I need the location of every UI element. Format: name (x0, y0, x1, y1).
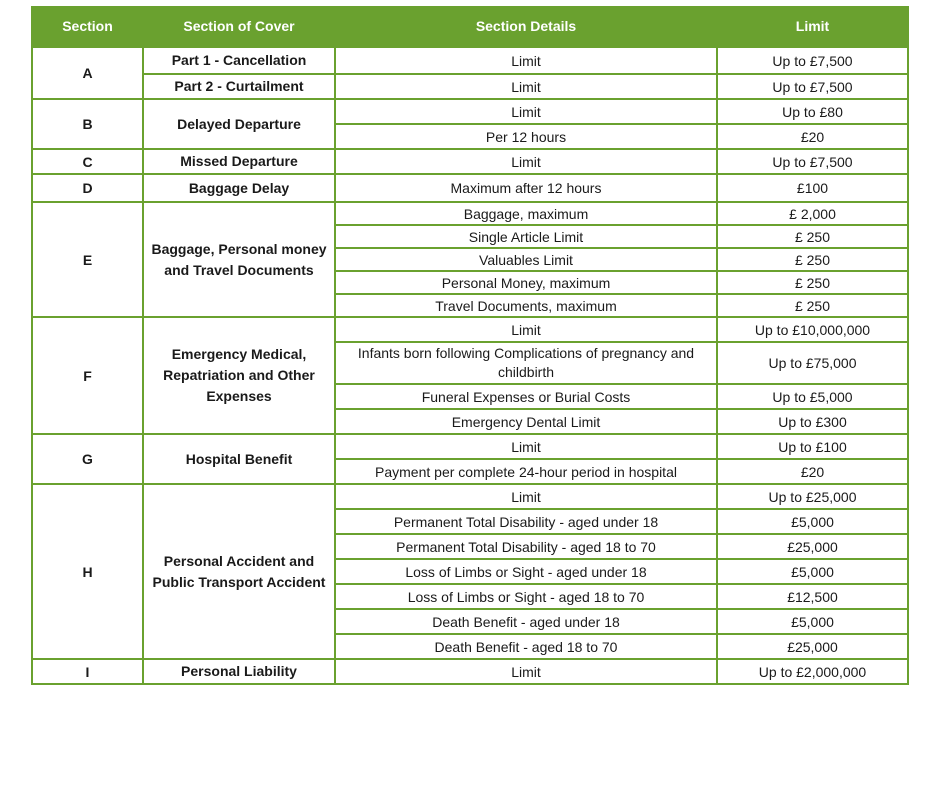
limit-cell: £20 (717, 124, 908, 149)
detail-cell: Permanent Total Disability - aged 18 to 70 (335, 534, 717, 559)
table-row (32, 99, 908, 124)
cover-name: Part 1 - Cancellation (143, 46, 335, 74)
table-header-row (32, 7, 908, 46)
detail-cell: Loss of Limbs or Sight - aged 18 to 70 (335, 584, 717, 609)
limit-cell: Up to £10,000,000 (717, 317, 908, 342)
detail-cell: Funeral Expenses or Burial Costs (335, 384, 717, 409)
limit-cell: £5,000 (717, 609, 908, 634)
limit-cell: Up to £300 (717, 409, 908, 434)
detail-cell: Single Article Limit (335, 225, 717, 248)
table-row (32, 484, 908, 509)
table-row (32, 202, 908, 225)
header-limit: Limit (717, 7, 908, 46)
detail-cell: Personal Money, maximum (335, 271, 717, 294)
limit-cell: £25,000 (717, 634, 908, 659)
detail-cell: Death Benefit - aged 18 to 70 (335, 634, 717, 659)
cover-name: Hospital Benefit (143, 434, 335, 484)
detail-cell: Limit (335, 317, 717, 342)
table-row (32, 317, 908, 342)
detail-cell: Limit (335, 46, 717, 74)
section-code: A (32, 46, 143, 99)
limit-cell: £12,500 (717, 584, 908, 609)
limit-cell: Up to £7,500 (717, 149, 908, 174)
detail-cell: Infants born following Complications of pregnancy and childbirth (335, 342, 717, 384)
limit-cell: £ 2,000 (717, 202, 908, 225)
limit-cell: Up to £7,500 (717, 74, 908, 99)
limit-cell: Up to £100 (717, 434, 908, 459)
limit-cell: Up to £25,000 (717, 484, 908, 509)
header-section-of-cover: Section of Cover (143, 7, 335, 46)
table-row (32, 46, 908, 74)
cover-name: Delayed Departure (143, 99, 335, 149)
detail-cell: Permanent Total Disability - aged under 18 (335, 509, 717, 534)
detail-cell: Limit (335, 434, 717, 459)
detail-cell: Maximum after 12 hours (335, 174, 717, 202)
table-row (32, 174, 908, 202)
detail-cell: Travel Documents, maximum (335, 294, 717, 317)
detail-cell: Baggage, maximum (335, 202, 717, 225)
detail-cell: Payment per complete 24-hour period in hospital (335, 459, 717, 484)
header-section: Section (32, 7, 143, 46)
cover-limits-table (31, 6, 909, 685)
cover-name: Baggage, Personal money and Travel Documents (143, 202, 335, 317)
limit-cell: £20 (717, 459, 908, 484)
detail-cell: Limit (335, 99, 717, 124)
limit-cell: Up to £80 (717, 99, 908, 124)
limit-cell: £5,000 (717, 559, 908, 584)
table-row (32, 434, 908, 459)
cover-name: Personal Accident and Public Transport Accident (143, 484, 335, 659)
detail-cell: Emergency Dental Limit (335, 409, 717, 434)
section-code: I (32, 659, 143, 684)
detail-cell: Loss of Limbs or Sight - aged under 18 (335, 559, 717, 584)
section-code: G (32, 434, 143, 484)
section-code: H (32, 484, 143, 659)
limit-cell: Up to £7,500 (717, 46, 908, 74)
section-code: D (32, 174, 143, 202)
cover-name: Emergency Medical, Repatriation and Other Expenses (143, 317, 335, 434)
cover-table-wrapper (31, 6, 907, 685)
limit-cell: £ 250 (717, 294, 908, 317)
detail-cell: Limit (335, 659, 717, 684)
limit-cell: £ 250 (717, 248, 908, 271)
section-code: F (32, 317, 143, 434)
detail-cell: Per 12 hours (335, 124, 717, 149)
table-row (32, 74, 908, 99)
cover-name: Part 2 - Curtailment (143, 74, 335, 99)
limit-cell: £ 250 (717, 225, 908, 248)
limit-cell: Up to £5,000 (717, 384, 908, 409)
limit-cell: Up to £75,000 (717, 342, 908, 384)
detail-cell: Death Benefit - aged under 18 (335, 609, 717, 634)
cover-name: Baggage Delay (143, 174, 335, 202)
table-row (32, 149, 908, 174)
detail-cell: Limit (335, 484, 717, 509)
limit-cell: £5,000 (717, 509, 908, 534)
limit-cell: £ 250 (717, 271, 908, 294)
limit-cell: £100 (717, 174, 908, 202)
detail-cell: Valuables Limit (335, 248, 717, 271)
header-section-details: Section Details (335, 7, 717, 46)
detail-cell: Limit (335, 149, 717, 174)
section-code: B (32, 99, 143, 149)
limit-cell: £25,000 (717, 534, 908, 559)
detail-cell: Limit (335, 74, 717, 99)
table-row (32, 659, 908, 684)
cover-name: Personal Liability (143, 659, 335, 684)
limit-cell: Up to £2,000,000 (717, 659, 908, 684)
cover-name: Missed Departure (143, 149, 335, 174)
section-code: C (32, 149, 143, 174)
section-code: E (32, 202, 143, 317)
